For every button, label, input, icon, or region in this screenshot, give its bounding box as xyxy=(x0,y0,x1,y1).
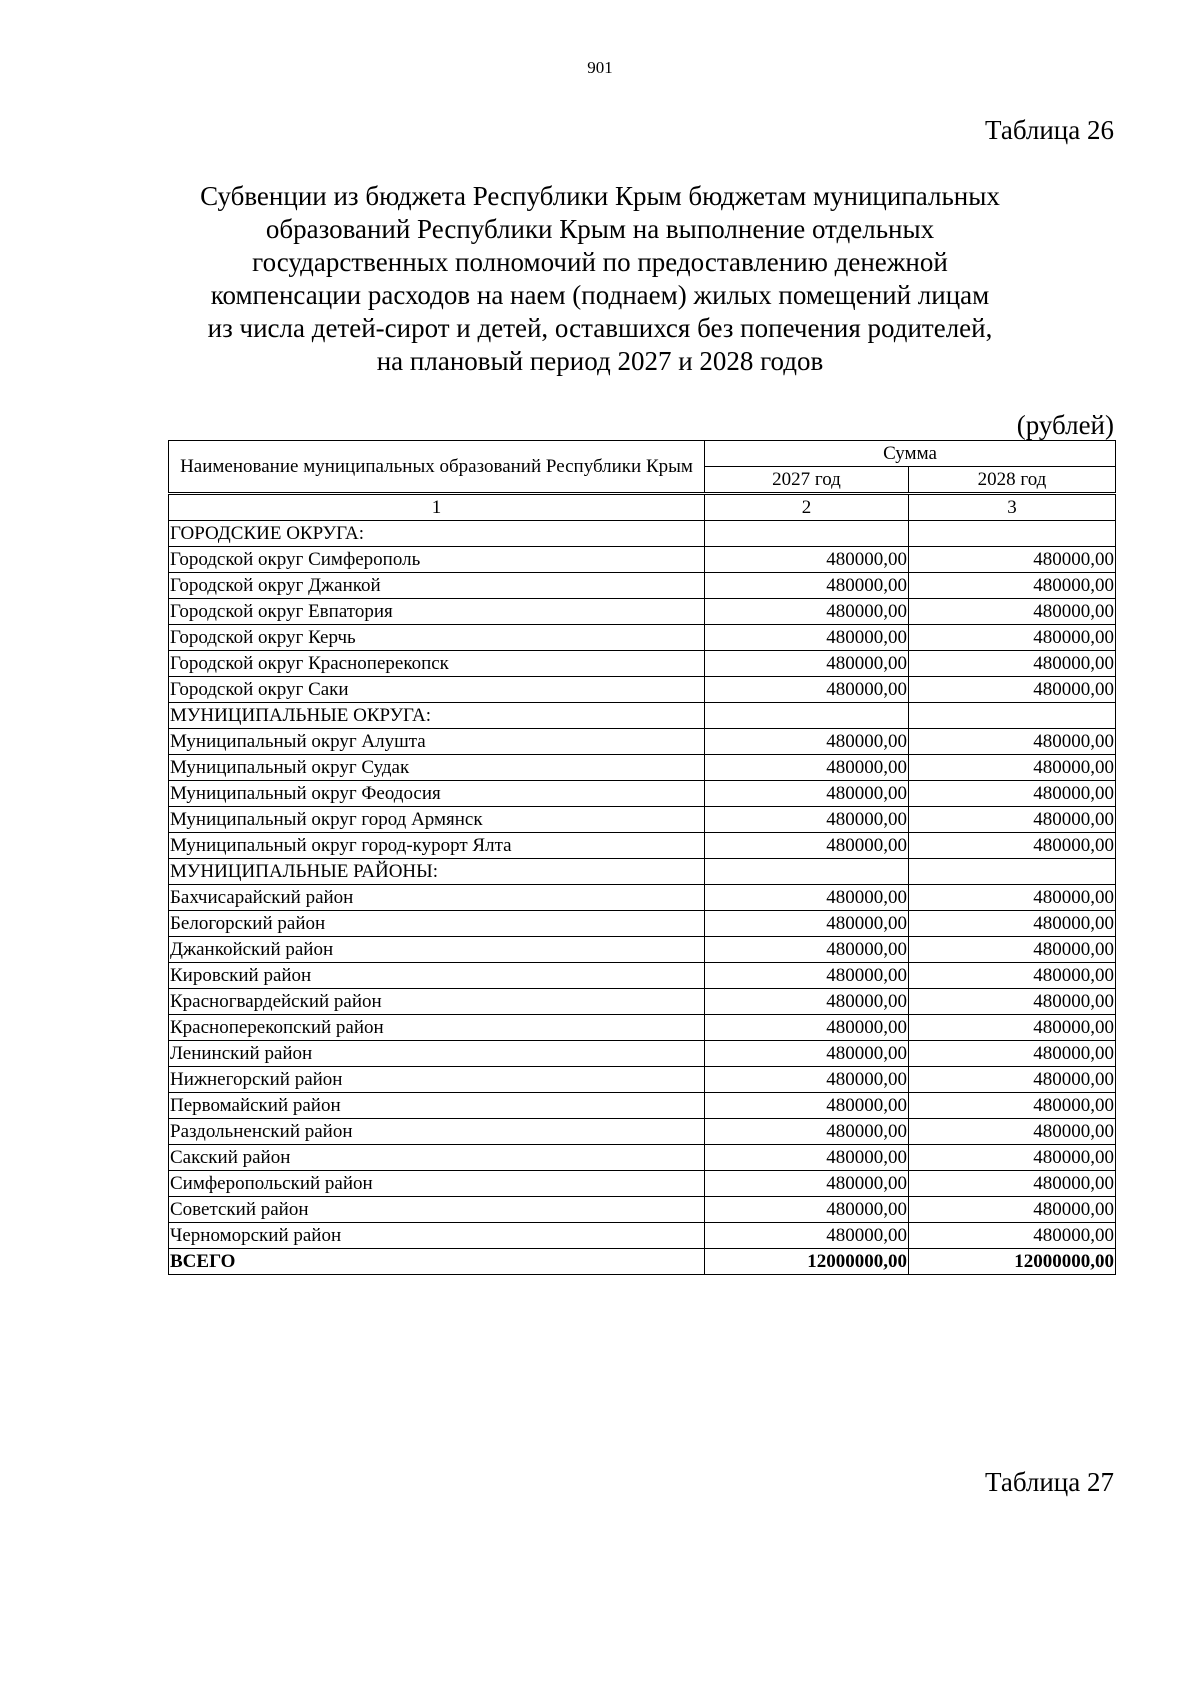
row-name: Ленинский район xyxy=(169,1041,705,1067)
row-name: Бахчисарайский район xyxy=(169,885,705,911)
row-value-2028: 480000,00 xyxy=(909,1171,1116,1197)
row-value-2027: 480000,00 xyxy=(705,781,909,807)
row-name: Муниципальный округ Судак xyxy=(169,755,705,781)
row-value-2028: 480000,00 xyxy=(909,1067,1116,1093)
row-value-2027: 480000,00 xyxy=(705,547,909,573)
row-value-2028: 480000,00 xyxy=(909,677,1116,703)
row-name: Симферопольский район xyxy=(169,1171,705,1197)
table-row xyxy=(169,677,1116,703)
title-line: на плановый период 2027 и 2028 годов xyxy=(376,346,824,376)
row-name: МУНИЦИПАЛЬНЫЕ ОКРУГА: xyxy=(169,703,705,729)
row-value-2027: 480000,00 xyxy=(705,1197,909,1223)
table-row xyxy=(169,911,1116,937)
row-value-2028 xyxy=(909,703,1116,729)
row-value-2028: 480000,00 xyxy=(909,807,1116,833)
table-row xyxy=(169,781,1116,807)
row-value-2028: 480000,00 xyxy=(909,651,1116,677)
table-row xyxy=(169,937,1116,963)
next-table-label: Таблица 27 xyxy=(985,1467,1114,1497)
row-value-2028: 480000,00 xyxy=(909,963,1116,989)
row-value-2027: 480000,00 xyxy=(705,963,909,989)
title-line: Субвенции из бюджета Республики Крым бюджетам муниципальных xyxy=(200,181,1000,211)
table-row xyxy=(169,703,1116,729)
title-line: из числа детей-сирот и детей, оставшихся без попечения родителей, xyxy=(207,313,993,343)
title-line: образований Республики Крым на выполнение отдельных xyxy=(265,214,935,244)
row-value-2027: 480000,00 xyxy=(705,729,909,755)
title-line: компенсации расходов на наем (поднаем) жилых помещений лицам xyxy=(210,280,990,310)
row-value-2028: 480000,00 xyxy=(909,1197,1116,1223)
row-value-2028 xyxy=(909,859,1116,885)
table-label: Таблица 26 xyxy=(985,115,1114,145)
row-value-2028: 480000,00 xyxy=(909,937,1116,963)
document-title xyxy=(150,180,1050,378)
row-value-2027: 480000,00 xyxy=(705,807,909,833)
row-name: Красногвардейский район xyxy=(169,989,705,1015)
table-row xyxy=(169,1223,1116,1249)
row-name: Кировский район xyxy=(169,963,705,989)
table-row xyxy=(169,625,1116,651)
row-name: Муниципальный округ Алушта xyxy=(169,729,705,755)
row-name: Первомайский район xyxy=(169,1093,705,1119)
row-value-2028: 480000,00 xyxy=(909,625,1116,651)
table-row xyxy=(169,1015,1116,1041)
row-value-2028: 480000,00 xyxy=(909,755,1116,781)
row-value-2028: 480000,00 xyxy=(909,1015,1116,1041)
row-name: Муниципальный округ город-курорт Ялта xyxy=(169,833,705,859)
table-row xyxy=(169,885,1116,911)
row-name: Красноперекопский район xyxy=(169,1015,705,1041)
row-value-2028: 480000,00 xyxy=(909,1223,1116,1249)
table-row xyxy=(169,1197,1116,1223)
row-name: Раздольненский район xyxy=(169,1119,705,1145)
table-row xyxy=(169,573,1116,599)
table-row xyxy=(169,599,1116,625)
row-name: Черноморский район xyxy=(169,1223,705,1249)
row-value-2027: 480000,00 xyxy=(705,1093,909,1119)
row-name: Городской округ Евпатория xyxy=(169,599,705,625)
row-value-2028: 480000,00 xyxy=(909,547,1116,573)
subvention-table xyxy=(168,440,1116,1275)
row-value-2027: 480000,00 xyxy=(705,911,909,937)
row-value-2027 xyxy=(705,703,909,729)
row-value-2028: 480000,00 xyxy=(909,599,1116,625)
row-name: Белогорский район xyxy=(169,911,705,937)
row-name: Муниципальный округ город Армянск xyxy=(169,807,705,833)
total-value-2028: 12000000,00 xyxy=(909,1249,1116,1275)
row-value-2028: 480000,00 xyxy=(909,573,1116,599)
row-value-2027: 480000,00 xyxy=(705,573,909,599)
row-value-2027: 480000,00 xyxy=(705,599,909,625)
row-value-2027: 480000,00 xyxy=(705,625,909,651)
table-row xyxy=(169,651,1116,677)
column-numbers-row xyxy=(169,494,1116,521)
table-row xyxy=(169,547,1116,573)
row-name: Муниципальный округ Феодосия xyxy=(169,781,705,807)
table-row xyxy=(169,833,1116,859)
units-label: (рублей) xyxy=(1016,410,1114,440)
row-value-2028 xyxy=(909,521,1116,547)
table-row xyxy=(169,521,1116,547)
table-row xyxy=(169,1119,1116,1145)
title-line: государственных полномочий по предоставлению денежной xyxy=(252,247,948,277)
table-row xyxy=(169,989,1116,1015)
row-name: Городской округ Красноперекопск xyxy=(169,651,705,677)
total-value-2027: 12000000,00 xyxy=(705,1249,909,1275)
column-number: 2 xyxy=(705,494,909,521)
row-name: Сакский район xyxy=(169,1145,705,1171)
column-number: 1 xyxy=(169,494,705,521)
row-value-2028: 480000,00 xyxy=(909,1093,1116,1119)
row-value-2028: 480000,00 xyxy=(909,781,1116,807)
total-row xyxy=(169,1249,1116,1275)
table-row xyxy=(169,1145,1116,1171)
header-year-2027: 2027 год xyxy=(705,467,909,494)
row-name: Джанкойский район xyxy=(169,937,705,963)
row-name: Городской округ Керчь xyxy=(169,625,705,651)
row-value-2028: 480000,00 xyxy=(909,1041,1116,1067)
row-name: Советский район xyxy=(169,1197,705,1223)
table-row xyxy=(169,807,1116,833)
row-value-2028: 480000,00 xyxy=(909,989,1116,1015)
total-name: ВСЕГО xyxy=(169,1249,705,1275)
table-row xyxy=(169,1041,1116,1067)
row-value-2027 xyxy=(705,521,909,547)
row-value-2027: 480000,00 xyxy=(705,1015,909,1041)
table-row xyxy=(169,859,1116,885)
row-value-2027: 480000,00 xyxy=(705,651,909,677)
row-value-2028: 480000,00 xyxy=(909,885,1116,911)
table-row xyxy=(169,1171,1116,1197)
column-number: 3 xyxy=(909,494,1116,521)
row-value-2027: 480000,00 xyxy=(705,755,909,781)
row-name: ГОРОДСКИЕ ОКРУГА: xyxy=(169,521,705,547)
row-value-2027: 480000,00 xyxy=(705,937,909,963)
row-name: Городской округ Саки xyxy=(169,677,705,703)
row-value-2027: 480000,00 xyxy=(705,1171,909,1197)
row-value-2027: 480000,00 xyxy=(705,989,909,1015)
header-year-2028: 2028 год xyxy=(909,467,1116,494)
row-value-2028: 480000,00 xyxy=(909,1119,1116,1145)
row-value-2027: 480000,00 xyxy=(705,1067,909,1093)
table-row xyxy=(169,729,1116,755)
header-name: Наименование муниципальных образований Республики Крым xyxy=(169,441,705,494)
row-name: Нижнегорский район xyxy=(169,1067,705,1093)
row-value-2027: 480000,00 xyxy=(705,1041,909,1067)
row-value-2027: 480000,00 xyxy=(705,1223,909,1249)
row-value-2027: 480000,00 xyxy=(705,885,909,911)
row-value-2028: 480000,00 xyxy=(909,911,1116,937)
row-name: Городской округ Симферополь xyxy=(169,547,705,573)
table-row xyxy=(169,1067,1116,1093)
row-value-2027: 480000,00 xyxy=(705,677,909,703)
row-value-2028: 480000,00 xyxy=(909,729,1116,755)
header-sum: Сумма xyxy=(705,441,1116,467)
row-name: Городской округ Джанкой xyxy=(169,573,705,599)
row-value-2027 xyxy=(705,859,909,885)
page-number: 901 xyxy=(587,58,613,77)
table-row xyxy=(169,1093,1116,1119)
row-value-2027: 480000,00 xyxy=(705,833,909,859)
table-row xyxy=(169,963,1116,989)
row-value-2028: 480000,00 xyxy=(909,833,1116,859)
row-value-2028: 480000,00 xyxy=(909,1145,1116,1171)
row-name: МУНИЦИПАЛЬНЫЕ РАЙОНЫ: xyxy=(169,859,705,885)
row-value-2027: 480000,00 xyxy=(705,1145,909,1171)
row-value-2027: 480000,00 xyxy=(705,1119,909,1145)
table-row xyxy=(169,755,1116,781)
